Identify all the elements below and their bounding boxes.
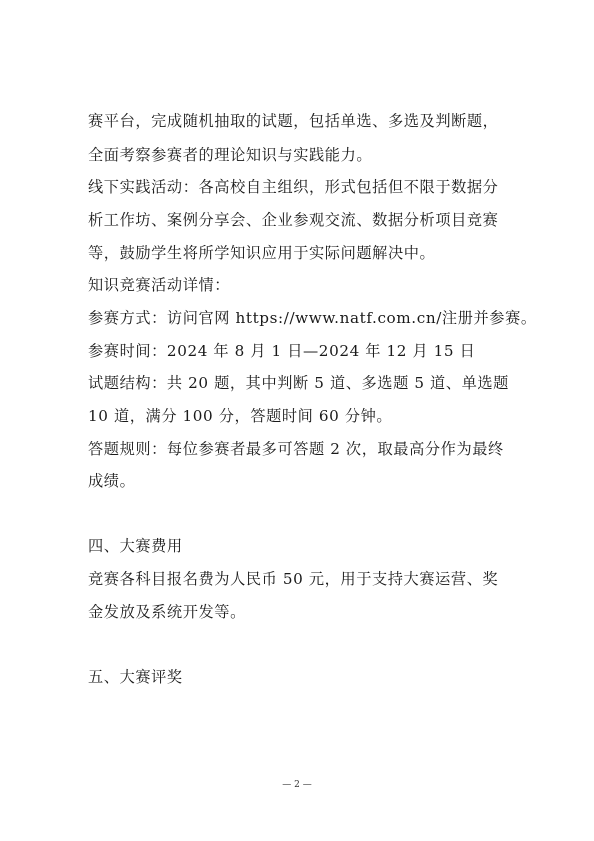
section-heading-fees: 四、大赛费用 [88, 537, 183, 555]
body-line-final-score: 成绩。 [88, 472, 136, 490]
body-line-answer-rules: 答题规则：每位参赛者最多可答题 2 次，取最高分作为最终 [88, 440, 504, 458]
body-line-workshop: 析工作坊、案例分享会、企业参观交流、数据分析项目竞赛 [88, 211, 499, 229]
body-line-encourage: 等，鼓励学生将所学知识应用于实际问题解决中。 [88, 244, 436, 262]
body-line-participation-time: 参赛时间：2024 年 8 月 1 日—2024 年 12 月 15 日 [88, 342, 476, 360]
body-line-assessment: 全面考察参赛者的理论知识与实践能力。 [88, 146, 373, 164]
body-line-question-structure: 试题结构：共 20 题，其中判断 5 道、多选题 5 道、单选题 [88, 374, 509, 392]
body-line-exam-platform: 赛平台，完成随机抽取的试题，包括单选、多选及判断题， [88, 112, 499, 130]
page-number: — 2 — [282, 780, 312, 790]
section-heading-awards: 五、大赛评奖 [88, 668, 183, 686]
body-line-fee-usage: 金发放及系统开发等。 [88, 603, 246, 621]
body-line-registration-fee: 竞赛各科目报名费为人民币 50 元，用于支持大赛运营、奖 [88, 570, 499, 588]
subheading-quiz-details: 知识竞赛活动详情： [88, 276, 231, 294]
body-line-offline-activity: 线下实践活动：各高校自主组织，形式包括但不限于数据分 [88, 178, 499, 196]
body-line-score-duration: 10 道，满分 100 分，答题时间 60 分钟。 [88, 407, 393, 425]
body-line-participation-method: 参赛方式：访问官网 https://www.natf.com.cn/注册并参赛。 [88, 309, 537, 327]
